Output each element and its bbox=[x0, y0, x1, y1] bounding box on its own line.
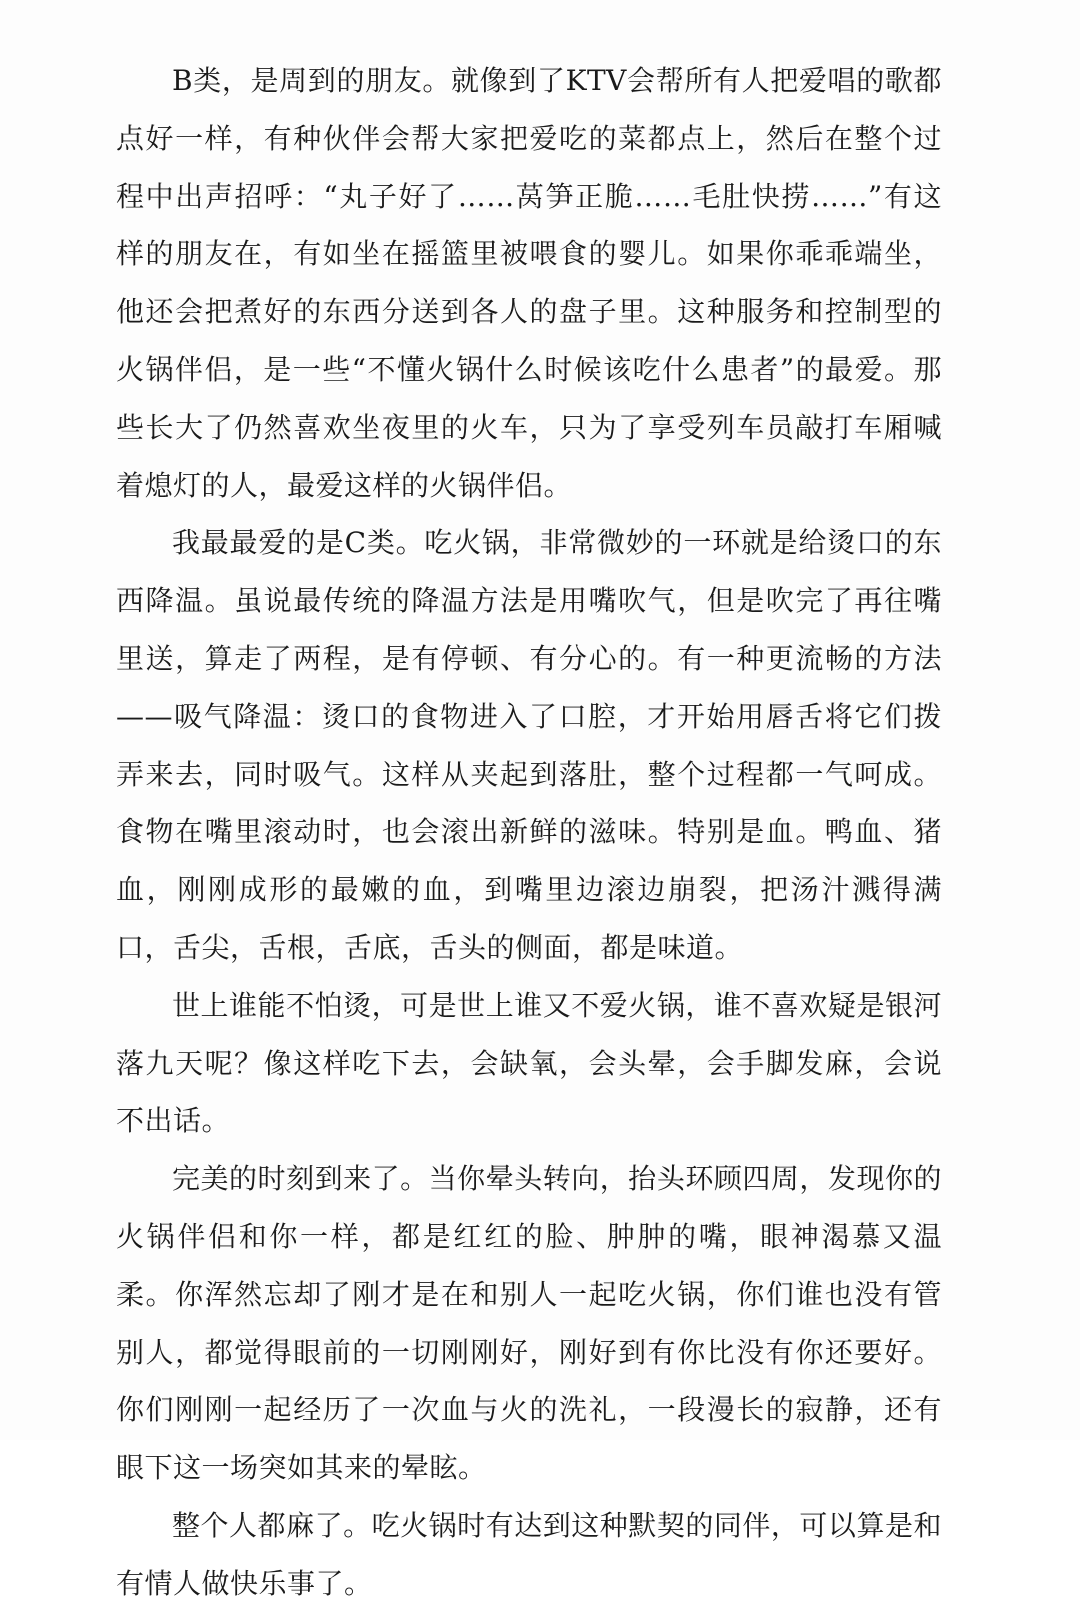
paragraph-c-type: 我最最爱的是C类。吃火锅，非常微妙的一环就是给烫口的东西降温。虽说最传统的降温方法是用嘴吹气，但是吹完了再往嘴里送，算走了两程，是有停顿、有分心的。有一种更流畅的方法——吸气降温：烫口的食物进入了口腔，才开始用唇舌将它们拨弄来去，同时吸气。这样从夹起到落肚，整个过程都一气呵成。食物在嘴里滚动时，也会滚出新鲜的滋味。特别是血。鸭血、猪血，刚刚成形的最嫩的血，到嘴里边滚边崩裂，把汤汁溅得满口，舌尖，舌根，舌底，舌头的侧面，都是味道。 bbox=[116, 526, 942, 964]
paragraph-fear-of-heat: 世上谁能不怕烫，可是世上谁又不爱火锅，谁不喜欢疑是银河落九天呢？像这样吃下去，会缺氧，会头晕，会手脚发麻，会说不出话。 bbox=[116, 988, 942, 1138]
paragraph-perfect-moment: 完美的时刻到来了。当你晕头转向，抬头环顾四周，发现你的火锅伴侣和你一样，都是红红的脸、肿肿的嘴，眼神渴慕又温柔。你浑然忘却了刚才是在和别人一起吃火锅，你们谁也没有管别人，都觉得眼前的一切刚刚好，刚好到有你比没有你还要好。你们刚刚一起经历了一次血与火的洗礼，一段漫长的寂静，还有眼下这一场突如其来的晕眩。 bbox=[116, 1162, 942, 1485]
text-body bbox=[116, 52, 942, 1613]
paragraph-conclusion: 整个人都麻了。吃火锅时有达到这种默契的同伴，可以算是和有情人做快乐事了。 bbox=[116, 1508, 942, 1600]
paragraph-b-type: B类，是周到的朋友。就像到了KTV会帮所有人把爱唱的歌都点好一样，有种伙伴会帮大家把爱吃的菜都点上，然后在整个过程中出声招呼：“丸子好了……莴笋正脆……毛肚快捞……”有这样的朋友在，有如坐在摇篮里被喂食的婴儿。如果你乖乖端坐，他还会把煮好的东西分送到各人的盘子里。这种服务和控制型的火锅伴侣，是一些“不懂火锅什么时候该吃什么患者”的最爱。那些长大了仍然喜欢坐夜里的火车，只为了享受列车员敲打车厢喊着熄灯的人，最爱这样的火锅伴侣。 bbox=[116, 64, 942, 502]
